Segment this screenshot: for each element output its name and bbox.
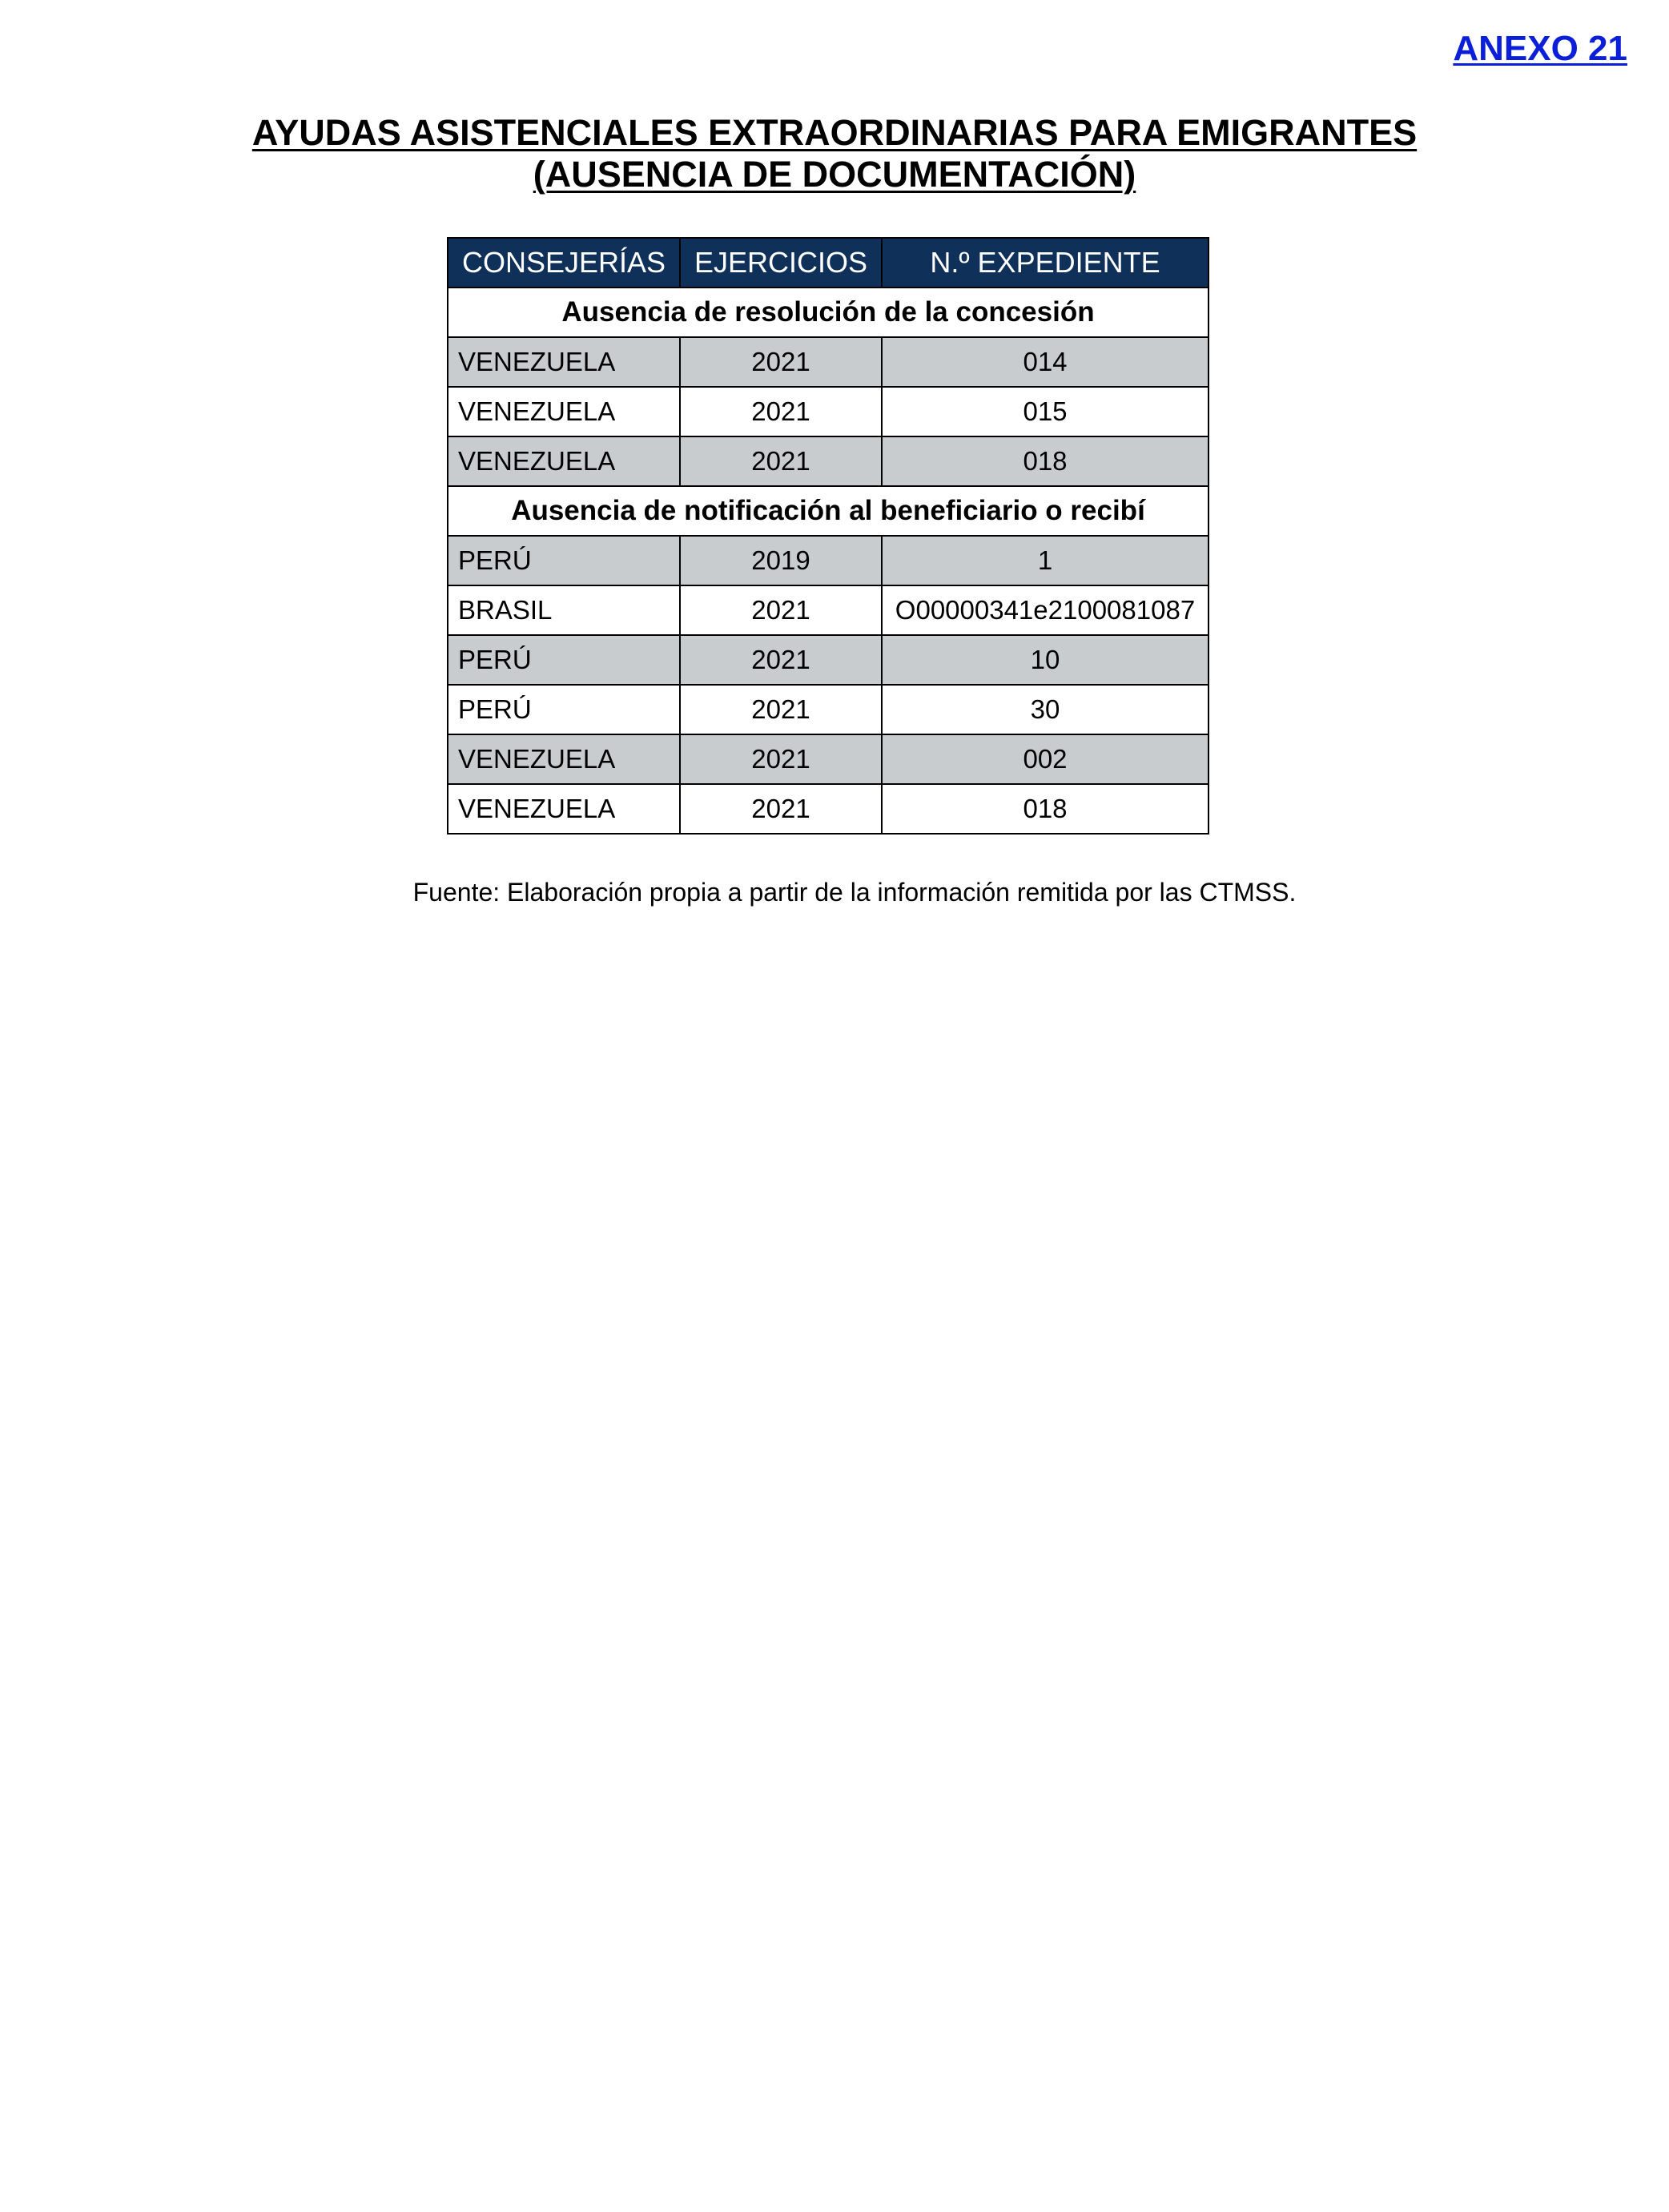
- cell-ejercicio: 2021: [680, 784, 882, 834]
- title-line-2: (AUSENCIA DE DOCUMENTACIÓN): [533, 154, 1136, 195]
- table-row: [448, 784, 1209, 834]
- cell-expediente: 018: [882, 784, 1209, 834]
- source-note: Fuente: Elaboración propia a partir de la información remitida por las CTMSS.: [412, 878, 1297, 907]
- table-row: [448, 734, 1209, 784]
- table-row: [448, 436, 1209, 486]
- cell-ejercicio: 2021: [680, 734, 882, 784]
- cell-consejeria: PERÚ: [448, 635, 680, 685]
- cell-consejeria: BRASIL: [448, 585, 680, 635]
- page-title: [0, 112, 1669, 195]
- cell-expediente: 014: [882, 337, 1209, 387]
- section-row: [448, 486, 1209, 536]
- cell-expediente: 10: [882, 635, 1209, 685]
- cell-ejercicio: 2021: [680, 585, 882, 635]
- cell-ejercicio: 2021: [680, 635, 882, 685]
- title-line-1: AYUDAS ASISTENCIALES EXTRAORDINARIAS PARA EMIGRANTES: [251, 112, 1418, 153]
- table-row: [448, 536, 1209, 585]
- cell-consejeria: VENEZUELA: [448, 734, 680, 784]
- cell-expediente: 018: [882, 436, 1209, 486]
- cell-consejeria: VENEZUELA: [448, 436, 680, 486]
- cell-expediente: 015: [882, 387, 1209, 436]
- cell-consejeria: PERÚ: [448, 536, 680, 585]
- cell-expediente: 002: [882, 734, 1209, 784]
- cell-expediente: O00000341e2100081087: [882, 585, 1209, 635]
- cell-ejercicio: 2021: [680, 685, 882, 734]
- cell-ejercicio: 2021: [680, 337, 882, 387]
- header-expediente: N.º EXPEDIENTE: [882, 238, 1209, 288]
- table-row: [448, 635, 1209, 685]
- cell-ejercicio: 2021: [680, 436, 882, 486]
- table-row: [448, 685, 1209, 734]
- cell-expediente: 1: [882, 536, 1209, 585]
- section-title: Ausencia de notificación al beneficiario o recibí: [448, 486, 1209, 536]
- section-row: [448, 288, 1209, 337]
- table-row: [448, 337, 1209, 387]
- cell-consejeria: PERÚ: [448, 685, 680, 734]
- table-header-row: [448, 238, 1209, 288]
- section-title: Ausencia de resolución de la concesión: [448, 288, 1209, 337]
- header-consejerias: CONSEJERÍAS: [448, 238, 680, 288]
- cell-ejercicio: 2021: [680, 387, 882, 436]
- table-row: [448, 585, 1209, 635]
- cell-expediente: 30: [882, 685, 1209, 734]
- expedientes-table: [447, 237, 1209, 835]
- cell-consejeria: VENEZUELA: [448, 387, 680, 436]
- table-row: [448, 387, 1209, 436]
- cell-consejeria: VENEZUELA: [448, 337, 680, 387]
- header-ejercicios: EJERCICIOS: [680, 238, 882, 288]
- cell-consejeria: VENEZUELA: [448, 784, 680, 834]
- annex-link[interactable]: ANEXO 21: [1453, 29, 1627, 68]
- cell-ejercicio: 2019: [680, 536, 882, 585]
